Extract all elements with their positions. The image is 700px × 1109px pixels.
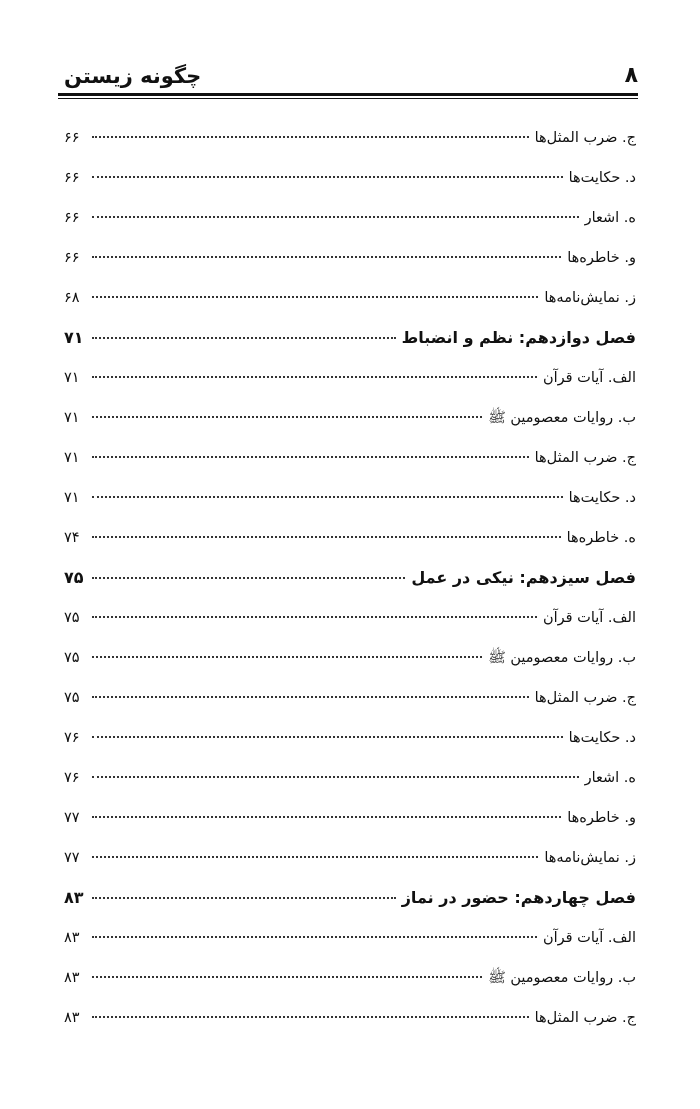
header-rule-thick bbox=[58, 93, 638, 96]
toc-entry-title: د. حکایت‌ها bbox=[568, 170, 636, 186]
toc-chapter-row bbox=[64, 318, 636, 358]
toc-entry-page: ۶۶ bbox=[64, 210, 80, 226]
toc-entry-title: ز. نمایش‌نامه‌ها bbox=[544, 290, 636, 306]
toc-entry-page: ۷۶ bbox=[64, 730, 80, 746]
toc-entry-page: ۷۱ bbox=[64, 490, 80, 506]
dot-leader bbox=[92, 856, 538, 858]
toc-entry-page: ۶۸ bbox=[64, 290, 80, 306]
toc-row bbox=[64, 198, 636, 238]
dot-leader bbox=[92, 536, 561, 538]
dot-leader bbox=[92, 936, 537, 938]
toc-row bbox=[64, 398, 636, 438]
toc-entry-title: و. خاطره‌ها bbox=[567, 250, 636, 266]
toc-entry-title: ز. نمایش‌نامه‌ها bbox=[544, 850, 636, 866]
dot-leader bbox=[92, 976, 482, 978]
toc-entry-title: الف. آیات قرآن bbox=[542, 370, 636, 386]
toc-entry-page: ۶۶ bbox=[64, 170, 80, 186]
toc-entry-page: ۷۴ bbox=[64, 530, 80, 546]
toc-entry-title: ب. روایات معصومین ﷺ bbox=[488, 410, 636, 426]
dot-leader bbox=[92, 616, 537, 618]
toc-entry-page: ۷۵ bbox=[64, 610, 80, 626]
toc-entry-page: ۷۶ bbox=[64, 770, 80, 786]
dot-leader bbox=[92, 1016, 529, 1018]
dot-leader bbox=[92, 577, 405, 579]
dot-leader bbox=[92, 376, 537, 378]
toc-row bbox=[64, 438, 636, 478]
toc-entry-title: ج. ضرب المثل‌ها bbox=[534, 1010, 636, 1026]
toc-entry-page: ۶۶ bbox=[64, 250, 80, 266]
dot-leader bbox=[92, 816, 561, 818]
toc-entry-title: ج. ضرب المثل‌ها bbox=[534, 690, 636, 706]
toc-row bbox=[64, 798, 636, 838]
toc-entry-title: ج. ضرب المثل‌ها bbox=[534, 450, 636, 466]
toc-entry-title: الف. آیات قرآن bbox=[542, 610, 636, 626]
dot-leader bbox=[92, 176, 563, 178]
toc-entry-page: ۸۳ bbox=[64, 1010, 80, 1026]
toc-row bbox=[64, 998, 636, 1038]
dot-leader bbox=[92, 136, 529, 138]
page-number: ۸ bbox=[624, 63, 638, 88]
toc-entry-page: ۸۳ bbox=[64, 930, 80, 946]
toc-entry-title: ج. ضرب المثل‌ها bbox=[534, 130, 636, 146]
toc-entry-title: فصل سیزدهم: نیکی در عمل bbox=[411, 568, 636, 587]
table-of-contents bbox=[64, 118, 636, 1038]
toc-row bbox=[64, 678, 636, 718]
toc-entry-page: ۷۱ bbox=[64, 370, 80, 386]
toc-row bbox=[64, 758, 636, 798]
dot-leader bbox=[92, 416, 482, 418]
toc-entry-title: و. خاطره‌ها bbox=[567, 810, 636, 826]
toc-entry-title: ب. روایات معصومین ﷺ bbox=[488, 650, 636, 666]
toc-row bbox=[64, 958, 636, 998]
toc-entry-title: فصل دوازدهم: نظم و انضباط bbox=[401, 328, 636, 347]
dot-leader bbox=[92, 296, 538, 298]
toc-entry-page: ۷۵ bbox=[64, 568, 84, 587]
toc-entry-page: ۶۶ bbox=[64, 130, 80, 146]
dot-leader bbox=[92, 736, 563, 738]
header-rule-thin bbox=[58, 98, 638, 99]
toc-entry-title: ب. روایات معصومین ﷺ bbox=[488, 970, 636, 986]
dot-leader bbox=[92, 656, 482, 658]
toc-chapter-row bbox=[64, 878, 636, 918]
dot-leader bbox=[92, 776, 579, 778]
toc-entry-page: ۸۳ bbox=[64, 970, 80, 986]
toc-entry-title: د. حکایت‌ها bbox=[568, 730, 636, 746]
toc-entry-title: الف. آیات قرآن bbox=[542, 930, 636, 946]
toc-row bbox=[64, 238, 636, 278]
dot-leader bbox=[92, 256, 561, 258]
dot-leader bbox=[92, 456, 529, 458]
dot-leader bbox=[92, 216, 579, 218]
page-header bbox=[58, 62, 638, 90]
toc-entry-title: فصل چهاردهم: حضور در نماز bbox=[401, 888, 636, 907]
dot-leader bbox=[92, 696, 529, 698]
toc-entry-page: ۷۵ bbox=[64, 690, 80, 706]
toc-row bbox=[64, 918, 636, 958]
toc-row bbox=[64, 158, 636, 198]
dot-leader bbox=[92, 897, 396, 899]
dot-leader bbox=[92, 337, 396, 339]
toc-entry-page: ۷۱ bbox=[64, 450, 80, 466]
toc-entry-page: ۷۷ bbox=[64, 810, 80, 826]
toc-entry-title: د. حکایت‌ها bbox=[568, 490, 636, 506]
toc-row bbox=[64, 598, 636, 638]
toc-entry-page: ۷۵ bbox=[64, 650, 80, 666]
toc-row bbox=[64, 278, 636, 318]
toc-row bbox=[64, 118, 636, 158]
toc-entry-page: ۷۱ bbox=[64, 328, 84, 347]
toc-entry-title: ه. اشعار bbox=[584, 210, 636, 226]
toc-row bbox=[64, 838, 636, 878]
toc-row bbox=[64, 478, 636, 518]
toc-entry-page: ۷۱ bbox=[64, 410, 80, 426]
toc-entry-page: ۷۷ bbox=[64, 850, 80, 866]
toc-row bbox=[64, 638, 636, 678]
toc-entry-title: ه. خاطره‌ها bbox=[566, 530, 636, 546]
dot-leader bbox=[92, 496, 563, 498]
toc-entry-page: ۸۳ bbox=[64, 888, 84, 907]
toc-row bbox=[64, 518, 636, 558]
toc-row bbox=[64, 718, 636, 758]
toc-chapter-row bbox=[64, 558, 636, 598]
toc-row bbox=[64, 358, 636, 398]
toc-entry-title: ه. اشعار bbox=[584, 770, 636, 786]
book-title: چگونه زیستن bbox=[64, 64, 202, 88]
